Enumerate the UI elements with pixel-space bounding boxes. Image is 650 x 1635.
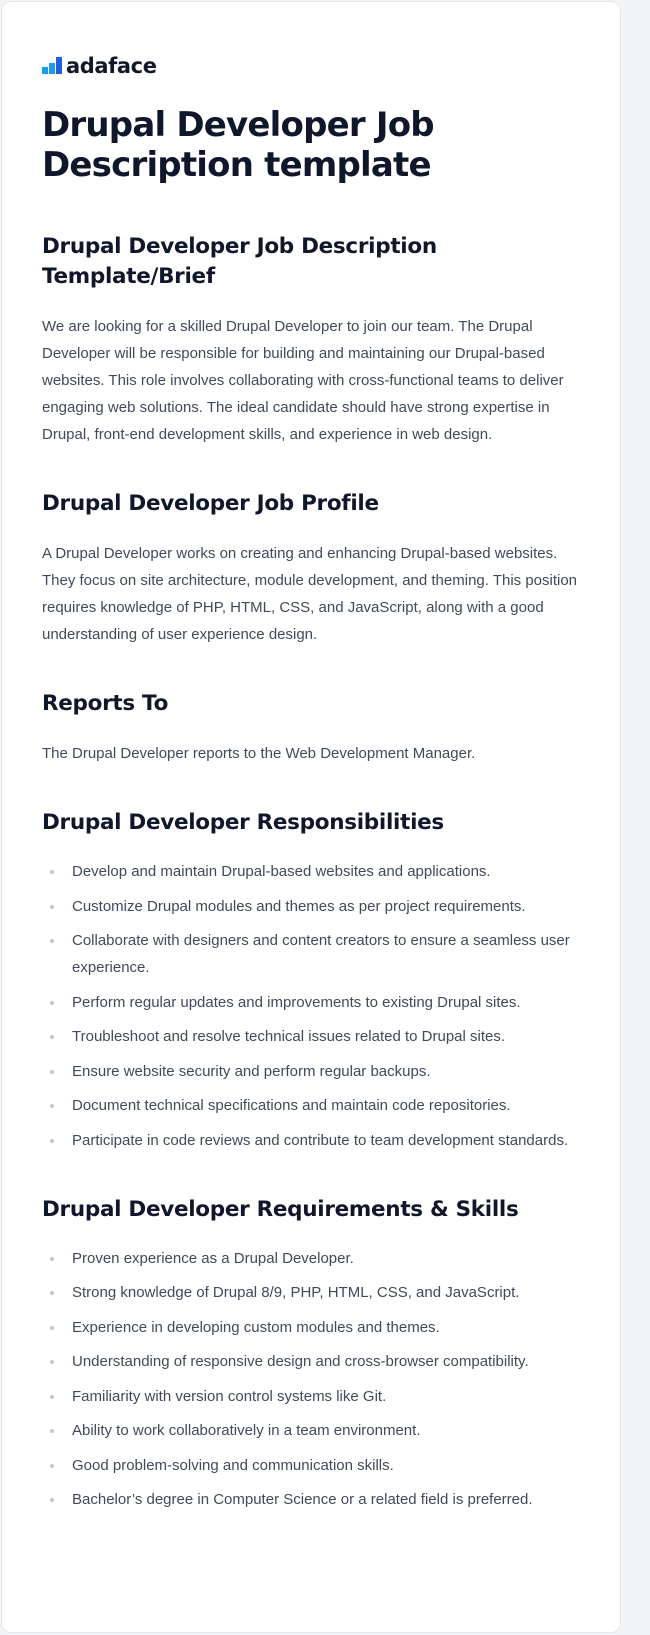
section-heading: Reports To (42, 691, 169, 716)
document-content (42, 54, 592, 1521)
list-item: Experience in developing custom modules and themes. (42, 1314, 592, 1341)
section-job-profile (42, 489, 592, 648)
list-item: Troubleshoot and resolve technical issues related to Drupal sites. (42, 1023, 592, 1050)
list-item: Good problem-solving and communication skills. (42, 1452, 592, 1479)
section-paragraph: We are looking for a skilled Drupal Developer to join our team. The Drupal Developer will be responsible for building and maintaining our Drupal-based websites. This role involves collaborating with cross-functional teams to deliver engaging web solutions. The ideal candidate should have strong expertise in Drupal, front-end development skills, and experience in web design. (42, 318, 564, 443)
list-item: Document technical specifications and maintain code repositories. (42, 1092, 592, 1119)
list-item: Understanding of responsive design and cross-browser compatibility. (42, 1348, 592, 1375)
list-item: Develop and maintain Drupal-based websites and applications. (42, 858, 592, 885)
list-item: Familiarity with version control systems like Git. (42, 1383, 592, 1410)
section-heading: Drupal Developer Responsibilities (42, 810, 444, 835)
list-item: Perform regular updates and improvements to existing Drupal sites. (42, 989, 592, 1016)
document-card (1, 1, 621, 1633)
adaface-logo-icon (42, 56, 62, 76)
section-reports-to (42, 689, 592, 767)
section-paragraph: The Drupal Developer reports to the Web Development Manager. (42, 745, 476, 762)
section-heading: Drupal Developer Job Description Template/Brief (42, 234, 437, 289)
list-item: Ability to work collaboratively in a team environment. (42, 1417, 592, 1444)
list-item: Participate in code reviews and contribute to team development standards. (42, 1127, 592, 1154)
section-paragraph: A Drupal Developer works on creating and enhancing Drupal-based websites. They focus on site architecture, module development, and theming. This position requires knowledge of PHP, HTML, CSS, and JavaScript, along with a good understanding of user experience design. (42, 545, 578, 643)
requirements-list (42, 1245, 592, 1514)
responsibilities-list (42, 858, 592, 1154)
section-heading: Drupal Developer Job Profile (42, 491, 379, 516)
section-brief (42, 232, 592, 448)
section-requirements (42, 1195, 592, 1514)
list-item: Collaborate with designers and content creators to ensure a seamless user experience. (42, 927, 592, 981)
list-item: Ensure website security and perform regular backups. (42, 1058, 592, 1085)
page-title: Drupal Developer Job Description template (42, 105, 434, 185)
brand-logo[interactable] (42, 54, 592, 78)
list-item: Customize Drupal modules and themes as per project requirements. (42, 893, 592, 920)
list-item: Bachelor’s degree in Computer Science or a related field is preferred. (42, 1486, 592, 1513)
list-item: Strong knowledge of Drupal 8/9, PHP, HTML, CSS, and JavaScript. (42, 1279, 592, 1306)
section-heading: Drupal Developer Requirements & Skills (42, 1196, 519, 1222)
list-item: Proven experience as a Drupal Developer. (42, 1245, 592, 1272)
brand-name: adaface (66, 54, 157, 78)
section-responsibilities (42, 808, 592, 1154)
